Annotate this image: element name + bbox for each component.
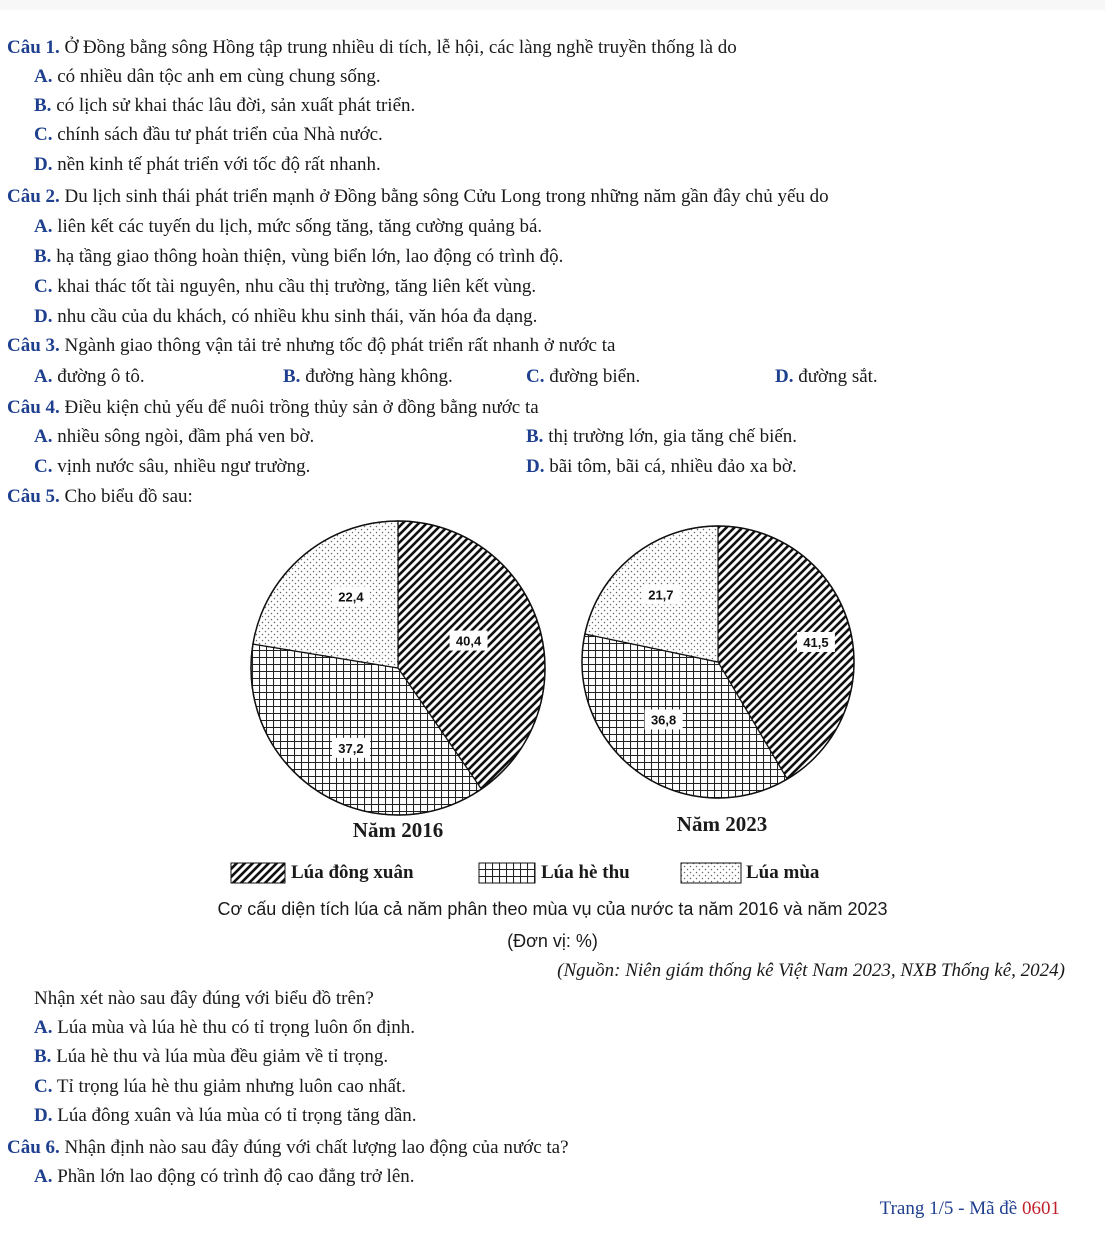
question-number: Câu 2. bbox=[7, 186, 60, 207]
data-label-lua-mua: 21,7 bbox=[648, 587, 674, 603]
question-5 bbox=[7, 485, 193, 509]
data-label-dong-xuan: 40,4 bbox=[455, 633, 482, 649]
legend-swatch-dong-xuan bbox=[230, 862, 286, 884]
legend-label-he-thu: Lúa hè thu bbox=[541, 862, 630, 883]
question-text: Nhận định nào sau đây đúng với chất lượng lao động của nước ta? bbox=[64, 1137, 569, 1158]
option-b: B. thị trường lớn, gia tăng chế biến. bbox=[526, 426, 798, 447]
question-number: Câu 1. bbox=[7, 37, 60, 58]
data-label-he-thu: 36,8 bbox=[650, 712, 677, 728]
option-c: C. chính sách đầu tư phát triển của Nhà nước. bbox=[34, 124, 383, 145]
option-d: D. nền kinh tế phát triển với tốc độ rất nhanh. bbox=[34, 154, 381, 175]
page-footer bbox=[880, 1198, 1060, 1220]
pie-2016 bbox=[251, 521, 545, 815]
question-text: Điều kiện chủ yếu để nuôi trồng thủy sản ở đồng bằng nước ta bbox=[64, 397, 539, 418]
legend-swatch-lua-mua bbox=[680, 862, 742, 884]
question-text: Ở Đồng bằng sông Hồng tập trung nhiều di tích, lễ hội, các làng nghề truyền thống là do bbox=[64, 37, 737, 58]
option-b: B. có lịch sử khai thác lâu đời, sản xuất phát triển. bbox=[34, 95, 416, 116]
option-a: A. liên kết các tuyến du lịch, mức sống tăng, tăng cường quảng bá. bbox=[34, 216, 543, 237]
question-6 bbox=[7, 1136, 569, 1160]
year-label-2016: Năm 2016 bbox=[352, 818, 444, 842]
question-text: Ngành giao thông vận tải trẻ nhưng tốc độ phát triển rất nhanh ở nước ta bbox=[64, 335, 616, 356]
legend-label-dong-xuan: Lúa đông xuân bbox=[291, 862, 414, 883]
question-text: Du lịch sinh thái phát triển mạnh ở Đồng bằng sông Cửu Long trong những năm gần đây chủ yếu do bbox=[64, 186, 829, 207]
pie-charts bbox=[0, 510, 1105, 850]
exam-code: 0601 bbox=[1022, 1198, 1060, 1219]
question-2 bbox=[7, 185, 829, 209]
year-label-2023: Năm 2023 bbox=[676, 812, 768, 836]
option-b: B. đường hàng không. bbox=[283, 366, 453, 387]
question-4 bbox=[7, 396, 539, 420]
chart-title: Cơ cấu diện tích lúa cả năm phân theo mùa vụ của nước ta năm 2016 và năm 2023 bbox=[217, 899, 888, 919]
option-d: D. bãi tôm, bãi cá, nhiều đảo xa bờ. bbox=[526, 456, 797, 477]
page-number: Trang 1/5 - Mã đề bbox=[879, 1198, 1018, 1219]
question-5-prompt: Nhận xét nào sau đây đúng với biểu đồ trên? bbox=[34, 988, 374, 1009]
option-a: A. đường ô tô. bbox=[34, 366, 145, 387]
data-label-lua-mua: 22,4 bbox=[338, 589, 364, 605]
question-number: Câu 4. bbox=[7, 397, 60, 418]
chart-unit: (Đơn vị: %) bbox=[507, 931, 598, 951]
data-label-dong-xuan: 41,5 bbox=[803, 634, 829, 650]
option-b: B. Lúa hè thu và lúa mùa đều giảm về tỉ trọng. bbox=[34, 1046, 389, 1067]
question-number: Câu 5. bbox=[7, 486, 60, 507]
legend-label-lua-mua: Lúa mùa bbox=[746, 862, 820, 883]
option-c: C. vịnh nước sâu, nhiều ngư trường. bbox=[34, 456, 311, 477]
chart-source: (Nguồn: Niên giám thống kê Việt Nam 2023, NXB Thống kê, 2024) bbox=[557, 960, 1065, 981]
option-d: D. đường sắt. bbox=[775, 366, 878, 387]
option-b: B. hạ tầng giao thông hoàn thiện, vùng biển lớn, lao động có trình độ. bbox=[34, 246, 564, 267]
question-1 bbox=[7, 36, 737, 60]
question-number: Câu 6. bbox=[7, 1137, 60, 1158]
data-label-he-thu: 37,2 bbox=[338, 740, 364, 756]
top-strip bbox=[0, 0, 1105, 10]
option-a: A. nhiều sông ngòi, đầm phá ven bờ. bbox=[34, 426, 315, 447]
option-a: A. Lúa mùa và lúa hè thu có tỉ trọng luôn ổn định. bbox=[34, 1017, 415, 1038]
question-number: Câu 3. bbox=[7, 335, 60, 356]
option-a: A. Phần lớn lao động có trình độ cao đẳng trở lên. bbox=[34, 1166, 415, 1187]
question-3 bbox=[7, 334, 615, 358]
option-c: C. đường biển. bbox=[526, 366, 641, 387]
option-c: C. khai thác tốt tài nguyên, nhu cầu thị trường, tăng liên kết vùng. bbox=[34, 276, 537, 297]
pie-2023 bbox=[582, 526, 854, 798]
option-d: D. nhu cầu của du khách, có nhiều khu sinh thái, văn hóa đa dạng. bbox=[34, 306, 538, 327]
question-text: Cho biểu đồ sau: bbox=[64, 486, 193, 507]
legend-swatch-he-thu bbox=[478, 862, 536, 884]
option-d: D. Lúa đông xuân và lúa mùa có tỉ trọng tăng dần. bbox=[34, 1105, 417, 1126]
option-c: C. Tỉ trọng lúa hè thu giảm nhưng luôn cao nhất. bbox=[34, 1076, 406, 1097]
option-a: A. có nhiều dân tộc anh em cùng chung sống. bbox=[34, 66, 381, 87]
pie-slice-lua-mua bbox=[253, 521, 398, 668]
